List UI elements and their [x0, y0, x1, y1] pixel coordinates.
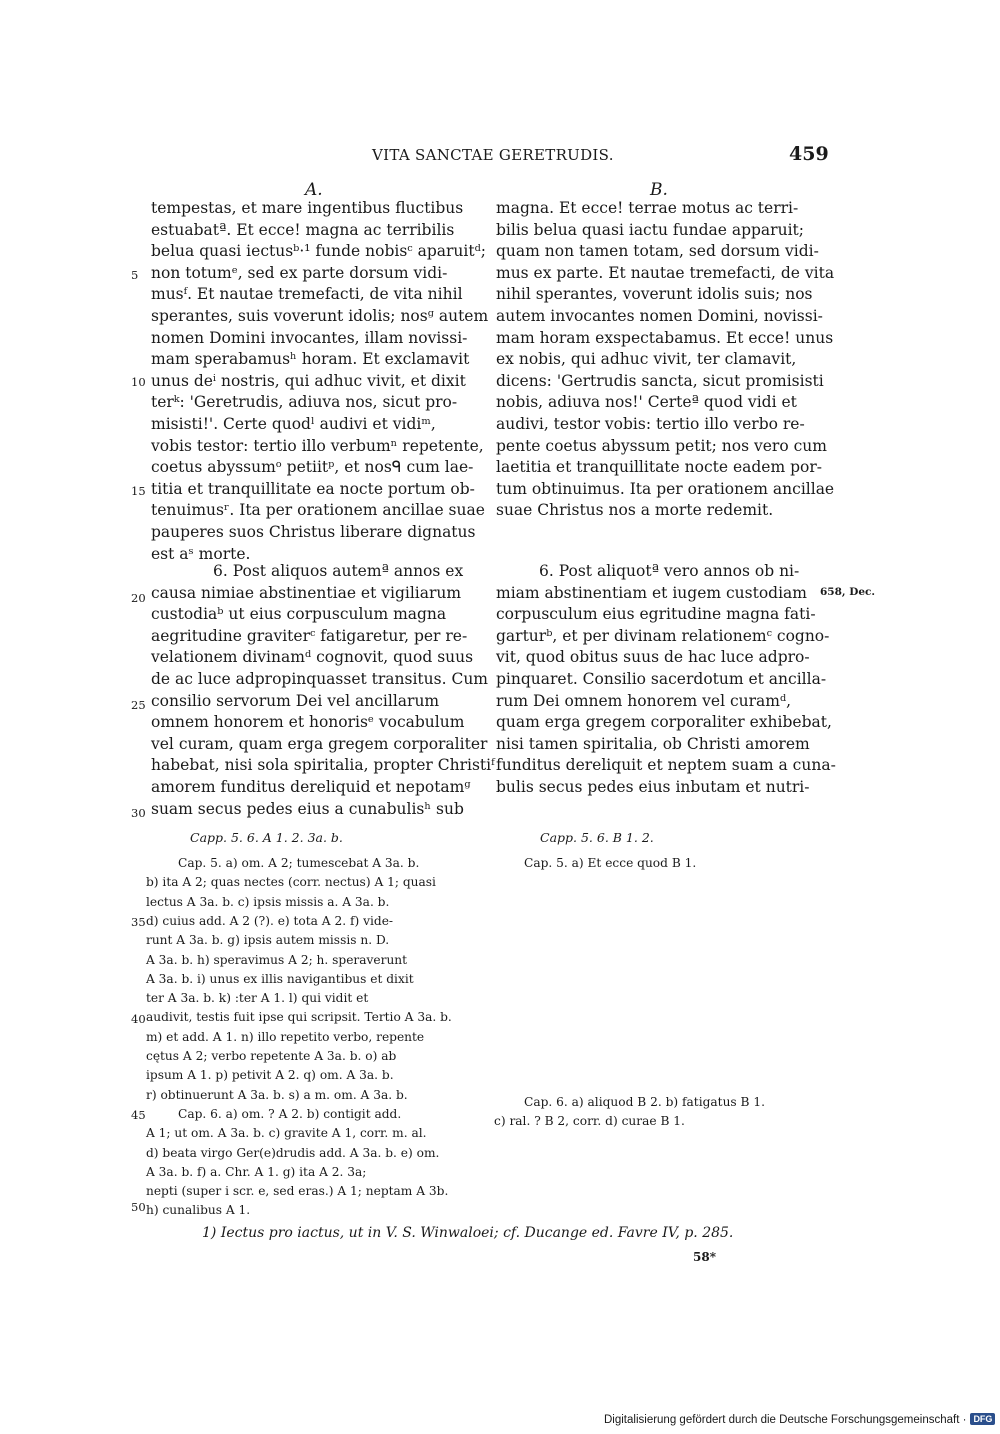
col-a-line: est aˢ morte. — [151, 544, 251, 563]
col-b-line: ex nobis, qui adhuc vivit, ter clamavit, — [496, 350, 797, 369]
col-b-line: pinquaret. Consilio sacerdotum et ancilla- — [496, 670, 827, 688]
col-b-line: rum Dei omnem honorem vel curamᵈ, — [496, 691, 792, 710]
note-a-line: r) obtinuerunt A 3a. b. s) a m. om. A 3a. b. — [146, 1087, 408, 1102]
line-number: 50 — [131, 1200, 146, 1214]
note-a-line: Cap. 6. a) om. ? A 2. b) contigit add. — [178, 1106, 402, 1121]
margin-date-note: 658, Dec. — [820, 586, 876, 598]
note-a-line: A 3a. b. f) a. Chr. A 1. g) ita A 2. 3a; — [146, 1164, 367, 1179]
note-a-line: b) ita A 2; quas nectes (corr. nectus) A 1; quasi — [146, 875, 436, 890]
col-a-line: mam sperabamusʰ horam. Et exclamavit — [151, 350, 470, 369]
col-a-line: estuabatª. Et ecce! magna ac terribilis — [151, 220, 455, 239]
note-a-line: A 3a. b. h) speravimus A 2; h. speraverunt — [146, 952, 408, 967]
running-title: VITA SANCTAE GERETRUDIS. — [372, 146, 614, 164]
footnote: 1) Iectus pro iactus, ut in V. S. Winwaloei; cf. Ducange ed. Favre IV, p. 285. — [202, 1225, 734, 1241]
col-a-line: tenuimusʳ. Ita per orationem ancillae suae — [151, 501, 485, 520]
col-a-line: non totumᵉ, sed ex parte dorsum vidi- — [151, 263, 448, 282]
col-a-line: unus deⁱ nostris, qui adhuc vivit, et dixit — [151, 371, 466, 390]
note-a-line: A 3a. b. i) unus ex illis navigantibus et dixit — [146, 971, 414, 986]
col-b-line: nisi tamen spiritalia, ob Christi amorem — [496, 734, 810, 753]
line-number: 20 — [131, 591, 146, 605]
note-a-line: A 1; ut om. A 3a. b. c) gravite A 1, corr. m. al. — [146, 1126, 427, 1141]
col-b-line: autem invocantes nomen Domini, novissi- — [496, 307, 823, 325]
col-b-line: nihil sperantes, voverunt idolis suis; nos — [496, 285, 813, 304]
dfg-logo: DFG — [970, 1413, 995, 1425]
col-b-line: funditus dereliquit et neptem suam a cuna- — [496, 756, 836, 775]
note-a-line: audivit, testis fuit ipse qui scripsit. Tertio A 3a. b. — [146, 1010, 452, 1025]
col-a-line: nomen Domini invocantes, illam novissi- — [151, 328, 468, 347]
col-a-line: causa nimiae abstinentiae et vigiliarum — [151, 583, 462, 602]
line-number: 15 — [131, 484, 146, 498]
col-a-line: vobis testor: tertio illo verbumⁿ repetente, — [151, 436, 484, 455]
col-a-line: belua quasi iectusᵇ·¹ funde nobisᶜ aparuitᵈ; — [151, 242, 486, 261]
col-b-line: quam non tamen totam, sed dorsum vidi- — [496, 242, 819, 261]
col-b-line: bilis belua quasi iactu fundae apparuit; — [496, 220, 804, 239]
note-a-line: Cap. 5. a) om. A 2; tumescebat A 3a. b. — [178, 856, 420, 870]
digitization-credit — [604, 1413, 995, 1426]
note-a-line: ipsum A 1. p) petivit A 2. q) om. A 3a. b. — [146, 1068, 394, 1083]
col-a-line: vel curam, quam erga gregem corporaliter — [151, 734, 488, 753]
col-a-line: habebat, nisi sola spiritalia, propter Christiᶠ — [151, 756, 495, 775]
col-a-line: musᶠ. Et nautae tremefacti, de vita nihil — [151, 285, 463, 304]
col-b-line: vit, quod obitus suus de hac luce adpro- — [496, 648, 810, 667]
notes-b-cap6-line1: Cap. 6. a) aliquod B 2. b) fatigatus B 1. — [524, 1095, 766, 1109]
col-b-line: nobis, adiuva nos!' Certeª quod vidi et — [496, 393, 797, 412]
col-a-line: tempestas, et mare ingentibus fluctibus — [151, 199, 464, 217]
col-a-line: misisti!'. Certe quodˡ audivi et vidiᵐ, — [151, 415, 436, 433]
col-b-line: pente coetus abyssum petit; nos vero cum — [496, 436, 827, 455]
line-number: 45 — [131, 1108, 146, 1122]
note-a-line: lectus A 3a. b. c) ipsis missis a. A 3a. b. — [146, 894, 390, 909]
col-a-line: de ac luce adpropinquasset transitus. Cum — [151, 670, 488, 688]
col-a-line: amorem funditus dereliquid et nepotamᵍ — [151, 778, 471, 796]
col-b-line: laetitia et tranquillitate nocte eadem por- — [496, 458, 822, 477]
credit-text: Digitalisierung gefördert durch die Deutsche Forschungsgemeinschaft · — [604, 1414, 967, 1426]
col-b-line: suae Christus nos a morte redemit. — [496, 501, 774, 520]
line-number: 35 — [131, 915, 146, 929]
notes-b-cap6-line2: c) ral. ? B 2, corr. d) curae B 1. — [494, 1114, 685, 1128]
col-a-line: custodiaᵇ ut eius corpusculum magna — [151, 605, 447, 624]
signature-mark: 58* — [693, 1250, 716, 1264]
note-a-line: d) cuius add. A 2 (?). e) tota A 2. f) vide- — [146, 913, 394, 928]
line-number: 5 — [131, 268, 139, 282]
col-b-line: tum obtinuimus. Ita per orationem ancillae — [496, 479, 835, 498]
col-b-line: magna. Et ecce! terrae motus ac terri- — [496, 199, 799, 217]
column-b-heading: B. — [650, 180, 668, 200]
col-b-line: mus ex parte. Et nautae tremefacti, de vita — [496, 263, 835, 282]
notes-b-heading: Capp. 5. 6. B 1. 2. — [540, 830, 654, 845]
col-b-line: quam erga gregem corporaliter exhibebat, — [496, 713, 832, 732]
col-b-line: miam abstinentiam et iugem custodiam — [496, 583, 807, 602]
line-number: 25 — [131, 698, 146, 712]
line-number: 40 — [131, 1012, 146, 1026]
note-a-line: m) et add. A 1. n) illo repetito verbo, repente — [146, 1029, 425, 1044]
col-b-line: mam horam exspectabamus. Et ecce! unus — [496, 328, 834, 347]
note-a-line: ter A 3a. b. k) :ter A 1. l) qui vidit et — [146, 991, 369, 1006]
col-b-line: corpusculum eius egritudine magna fati- — [496, 605, 816, 624]
col-b-line: audivi, testor vobis: tertio illo verbo re- — [496, 415, 805, 433]
col-a-line: 6. Post aliquos autemª annos ex — [213, 562, 464, 580]
col-a-line: sperantes, suis voverunt idolis; nosᵍ autem — [151, 307, 489, 325]
col-a-line: aegritudine graviterᶜ fatigaretur, per re- — [151, 626, 468, 645]
col-a-line: terᵏ: 'Geretrudis, adiuva nos, sicut pro- — [151, 393, 458, 412]
line-number: 10 — [131, 375, 146, 389]
col-a-line: consilio servorum Dei vel ancillarum — [151, 691, 440, 710]
col-a-line: omnem honorem et honorisᵉ vocabulum — [151, 713, 465, 732]
col-a-line: coetus abyssumᵒ petiitᵖ, et nosᑫ cum lae- — [151, 458, 474, 477]
notes-a-heading: Capp. 5. 6. A 1. 2. 3a. b. — [190, 830, 343, 845]
note-a-line: cętus A 2; verbo repetente A 3a. b. o) ab — [146, 1049, 397, 1063]
col-a-line: velationem divinamᵈ cognovit, quod suus — [151, 648, 474, 667]
col-b-line: garturᵇ, et per divinam relationemᶜ cogno- — [496, 626, 830, 645]
page-number: 459 — [789, 143, 829, 165]
notes-b-cap5: Cap. 5. a) Et ecce quod B 1. — [524, 856, 697, 870]
col-a-line: titia et tranquillitate ea nocte portum ob- — [151, 479, 475, 498]
note-a-line: d) beata virgo Ger(e)drudis add. A 3a. b. e) om. — [146, 1145, 440, 1160]
note-a-line: runt A 3a. b. g) ipsis autem missis n. D. — [146, 933, 390, 948]
note-a-line: h) cunalibus A 1. — [146, 1203, 251, 1218]
line-number: 30 — [131, 806, 146, 820]
col-b-line: bulis secus pedes eius inbutam et nutri- — [496, 778, 810, 796]
note-a-line: nepti (super i scr. e, sed eras.) A 1; neptam A 3b. — [146, 1184, 449, 1199]
col-a-line: pauperes suos Christus liberare dignatus — [151, 523, 476, 541]
col-b-line: dicens: 'Gertrudis sancta, sicut promisisti — [496, 371, 824, 390]
col-b-line: 6. Post aliquotª vero annos ob ni- — [539, 562, 800, 580]
col-a-line: suam secus pedes eius a cunabulisʰ sub — [151, 799, 464, 818]
column-a-heading: A. — [305, 180, 323, 200]
